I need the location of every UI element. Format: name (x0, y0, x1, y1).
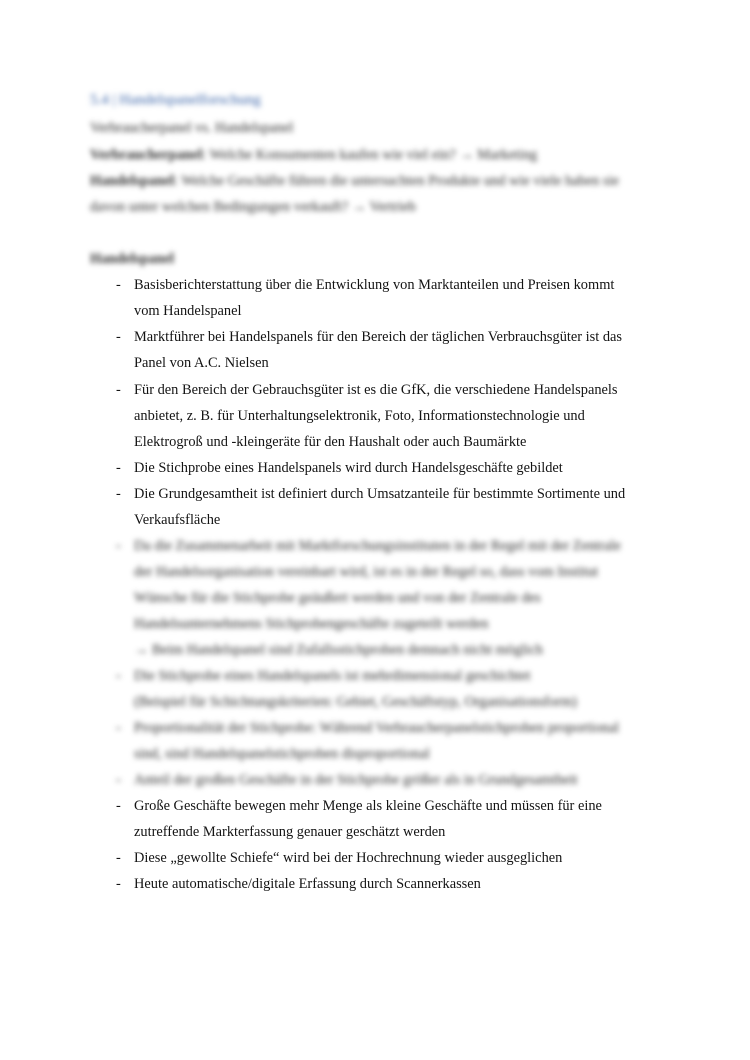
list-item-line: Panel von A.C. Nielsen (134, 355, 269, 371)
bullet-marker: - (116, 460, 121, 476)
handelspanel-heading: Handelspanel (90, 251, 174, 267)
trade-panel-label: Handelspanel (90, 173, 174, 189)
list-item-line: Verkaufsfläche (134, 512, 221, 528)
bullet-marker: - (116, 798, 121, 814)
subheading: Verbraucherpanel vs. Handelspanel (90, 120, 294, 136)
list-item-line: Handelsunternehmens Stichprobengeschäfte zugeteilt werden (134, 616, 489, 632)
list-item-line: Basisberichterstattung über die Entwicklung von Marktanteilen und Preisen kommt (134, 277, 615, 293)
bullet-marker: - (116, 668, 121, 684)
list-item-line: Große Geschäfte bewegen mehr Menge als kleine Geschäfte und müssen für eine (134, 798, 602, 814)
consumer-panel-label: Verbraucherpanel (90, 147, 203, 163)
trade-panel-text: : Welche Geschäfte führen die untersuchten Produkte und wie viele haben sie (173, 173, 619, 189)
bullet-marker: - (116, 277, 121, 293)
list-item-line: sind, sind Handelspanelstichproben disproportional (134, 746, 430, 762)
list-item-line: zutreffende Markterfassung genauer geschätzt werden (134, 824, 446, 840)
trade-panel-line (90, 171, 619, 191)
list-item-line: Diese „gewollte Schiefe“ wird bei der Hochrechnung wieder ausgeglichen (134, 850, 563, 866)
list-item-line: Elektrogroß und -kleingeräte für den Haushalt oder auch Baumärkte (134, 434, 527, 450)
list-item-line: der Handelsorganisation vereinbart wird, ist es in der Regel so, dass vom Institut (134, 564, 599, 580)
bullet-marker: - (116, 486, 121, 502)
list-item-line: Die Stichprobe eines Handelspanels ist mehrdimensional geschichtet (134, 668, 531, 684)
bullet-marker: - (116, 720, 121, 736)
list-item-line: Heute automatische/digitale Erfassung durch Scannerkassen (134, 876, 481, 892)
list-item-line: (Beispiel für Schichtungskriterien: Gebiet, Geschäftstyp, Organisationsform) (134, 694, 577, 710)
list-item-line: Die Grundgesamtheit ist definiert durch Umsatzanteile für bestimmte Sortimente und (134, 486, 626, 502)
bullet-marker: - (116, 329, 121, 345)
list-item-line: anbietet, z. B. für Unterhaltungselektronik, Foto, Informationstechnologie und (134, 408, 585, 424)
list-item-line: → Beim Handelspanel sind Zufallsstichproben demnach nicht möglich (134, 642, 543, 658)
list-item-line: Da die Zusammenarbeit mit Marktforschungsinstituten in der Regel mit der Zentrale (134, 538, 621, 554)
list-item-line: Die Stichprobe eines Handelspanels wird durch Handelsgeschäfte gebildet (134, 460, 563, 476)
bullet-marker: - (116, 876, 121, 892)
bullet-marker: - (116, 382, 121, 398)
list-item-line: Für den Bereich der Gebrauchsgüter ist es die GfK, die verschiedene Handelspanels (134, 382, 618, 398)
trade-panel-continuation: davon unter welchen Bedingungen verkauft? → Vertrieb (90, 199, 416, 215)
consumer-panel-text: : Welche Konsumenten kaufen wie viel ein? → Marketing (202, 147, 538, 163)
consumer-panel-line (90, 145, 537, 165)
bullet-marker: - (116, 538, 121, 554)
list-item-line: Proportionalität der Stichprobe: Während Verbraucherpanelstichproben proportional (134, 720, 620, 736)
bullet-marker: - (116, 772, 121, 788)
list-item-line: Anteil der großen Geschäfte in der Stichprobe größer als in Grundgesamtheit (134, 772, 578, 788)
section-heading: 5.4 | Handelspanelforschung (90, 92, 261, 108)
list-item-line: vom Handelspanel (134, 303, 242, 319)
bullet-marker: - (116, 850, 121, 866)
list-item-line: Wünsche für die Stichprobe geäußert werden und von der Zentrale des (134, 590, 541, 606)
list-item-line: Marktführer bei Handelspanels für den Bereich der täglichen Verbrauchsgüter ist das (134, 329, 623, 345)
